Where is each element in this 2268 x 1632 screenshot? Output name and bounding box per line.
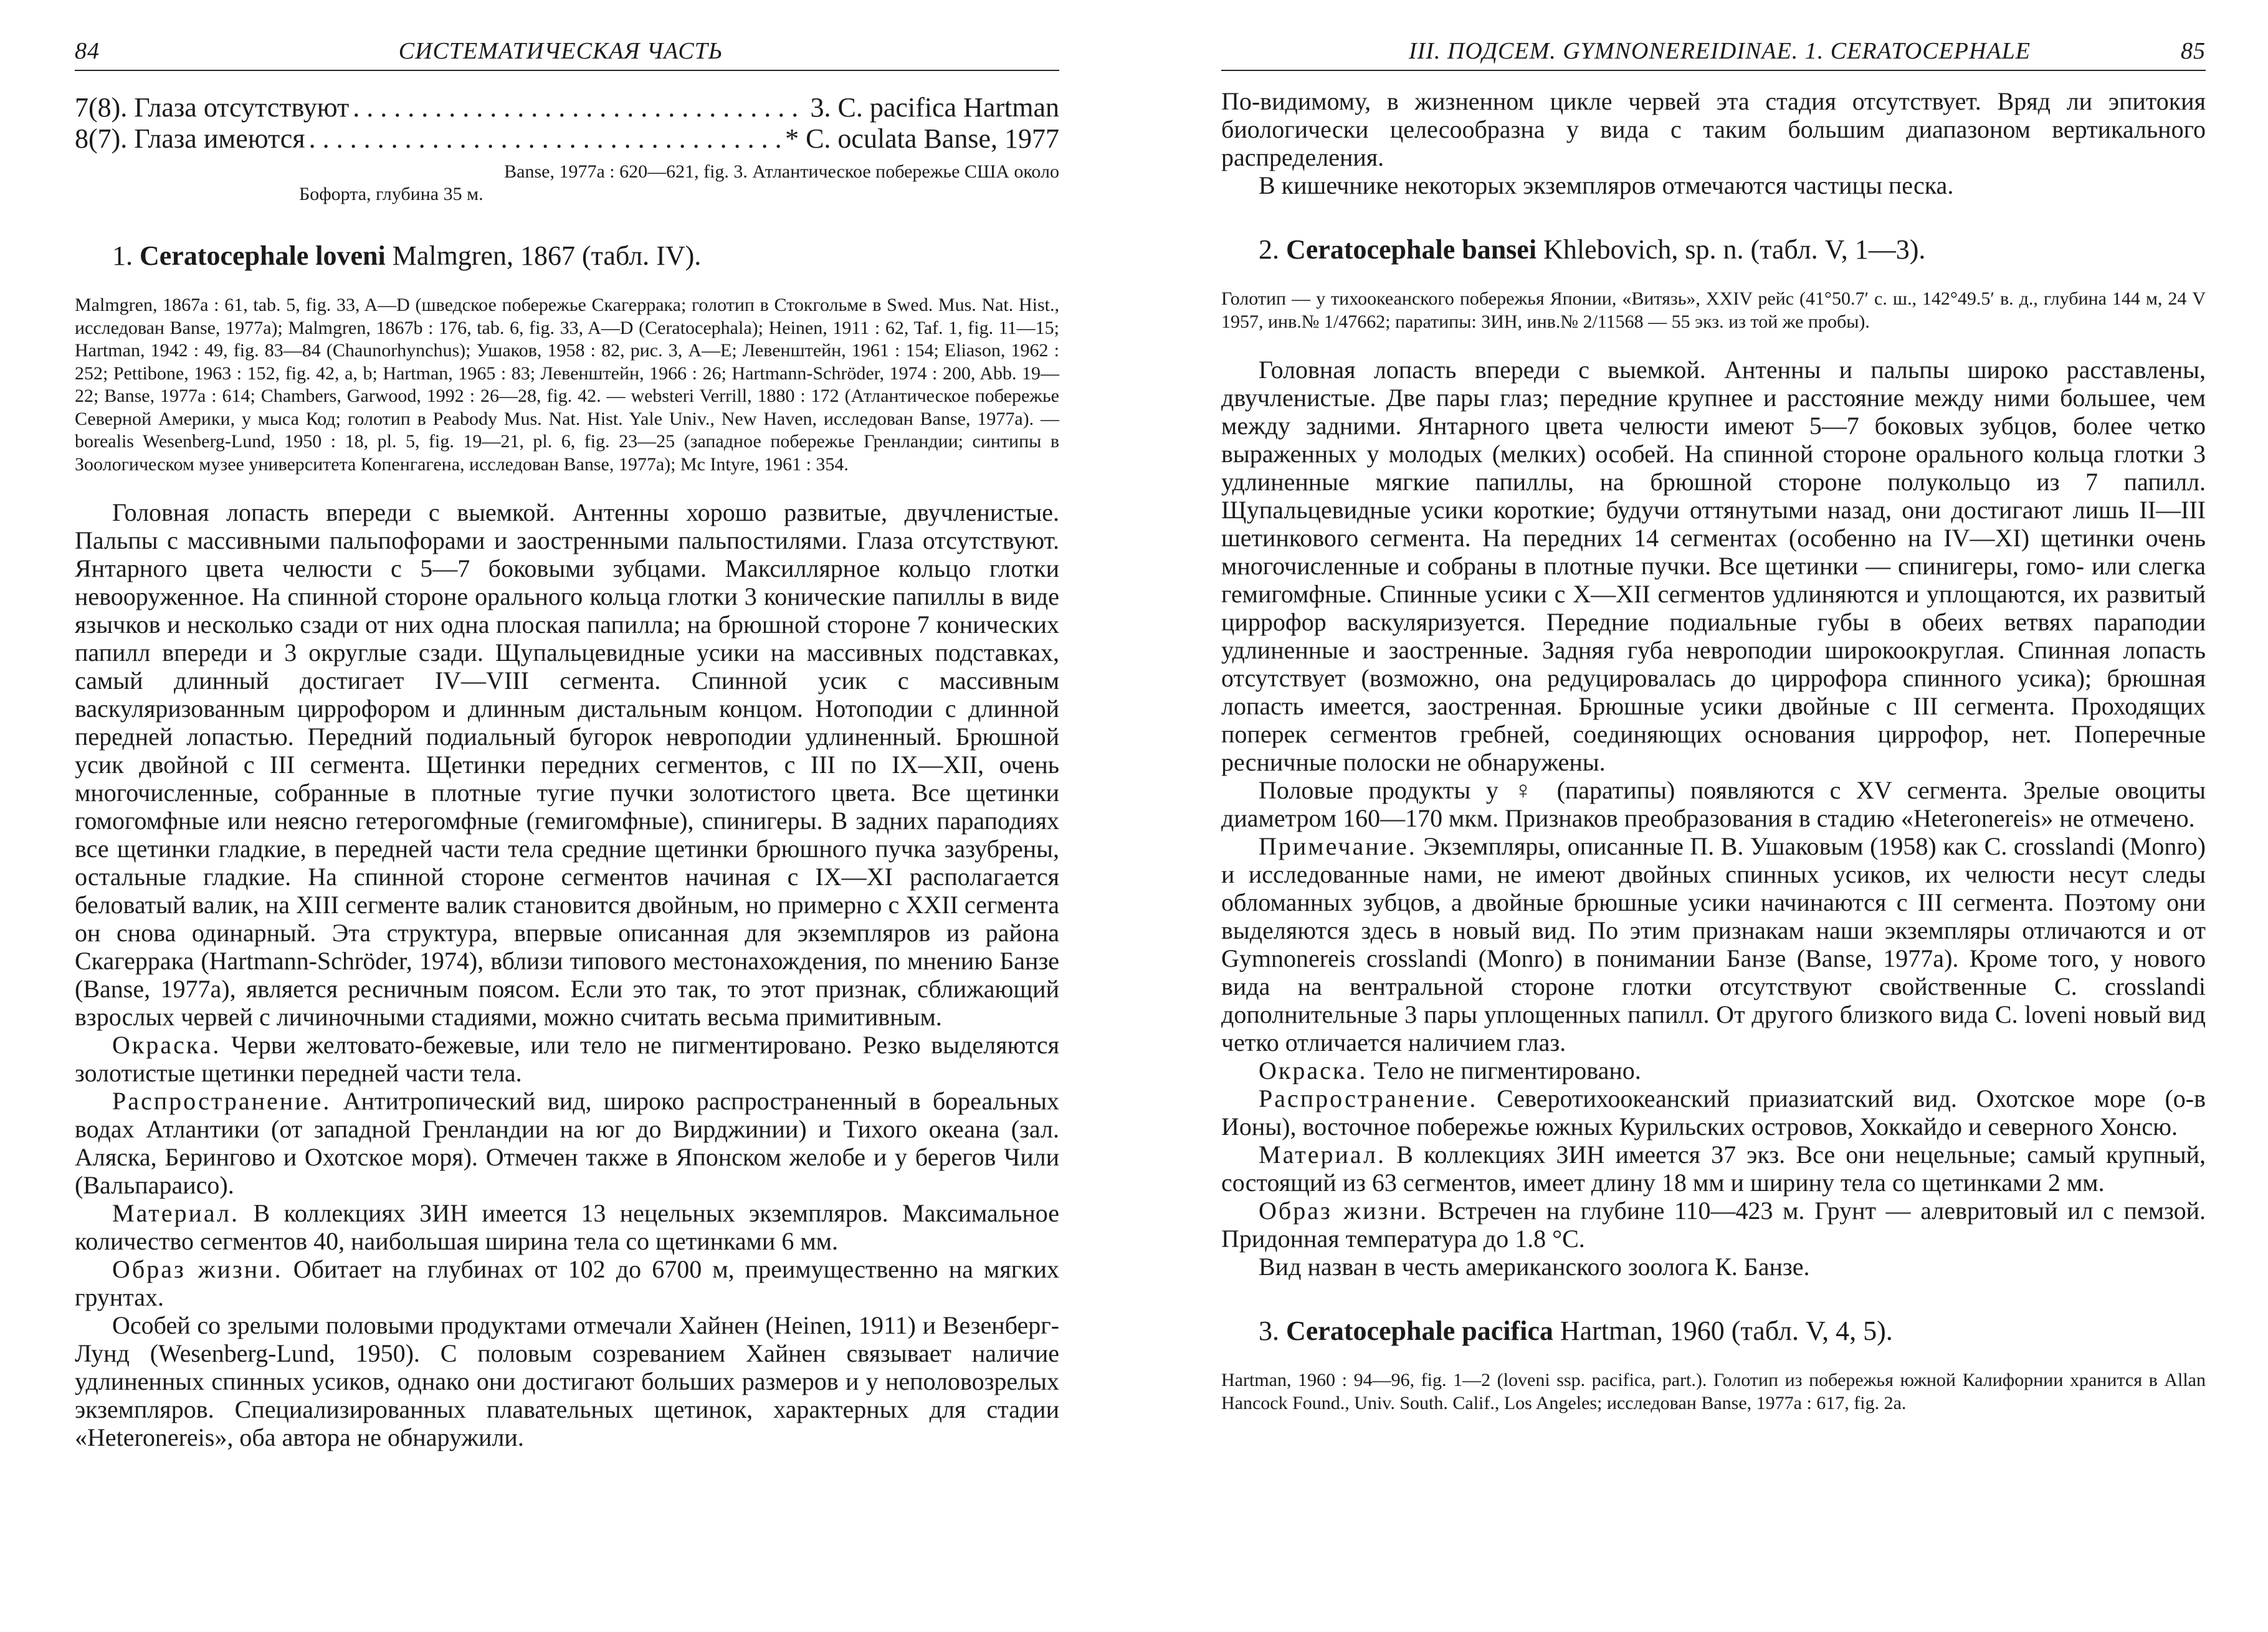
key-reference [75,161,1059,206]
running-head [1221,37,2206,71]
species-name: Ceratocephale pacifica [1286,1316,1553,1346]
section-head: Образ жизни. [1259,1197,1429,1225]
description-paragraph: Головная лопасть впереди с выемкой. Антенны хорошо развитые, двучленистые. Пальпы с массивными пальпофорами и заостренными пальпостилями. Глаза отсутствуют. Янтарного цвета челюсти с 5—7 боковыми зубцами. Максиллярное кольцо глотки невооруженное. На спинной стороне орального кольца глотки 3 конические папиллы в виде язычков и несколько сзади от них одна плоская папилла; на брюшной стороне 7 конических папилл впереди и 3 округлые сзади. Щупальцевидные усики на массивных подставках, самый длинный достигает IV—VIII сегмента. Спинной усик с массивным васкуляризованным циррофором и длинным дистальным концом. Нотоподии с длинной передней лопастью. Передний подиальный бугорок невроподии удлиненный. Брюшной усик двойной с III сегмента. Щетинки передних сегментов, с III по IX—XII, очень многочисленные, собранные в плотные тугие пучки золотистого цвета. Все щетинки гомогомфные или неясно гетерогомфные (гемигомфные), спинигеры. В задних параподиях все щетинки гладкие, в передней части тела средние щетинки брюшного пучка зазубрены, остальные гладкие. На спинной стороне сегментов начиная с IX—XI располагается беловатый валик, на XIII сегменте валик становится двойным, но примерно с XXII сегмента он снова одинарный. Эта структура, впервые описанная для экземпляров из района Скагеррака (Hartmann-Schröder, 1974), вблизи типового местонахождения, по мнению Банзе (Banse, 1977a), является ресничным поясом. Если это так, то этот признак, сближающий взрослых червей с личиночными стадиями, можно считать весьма примитивным. [75,498,1059,1031]
section-head: Образ жизни. [112,1255,283,1283]
section-text: В коллекциях ЗИН имеется 13 нецельных экземпляров. Максимальное количество сегментов 40, наибольшая ширина тела со щетинками 6 мм. [75,1199,1060,1255]
section-text: Тело не пигментировано. [1373,1056,1641,1084]
section-text: Черви желтовато-бежевые, или тело не пигментировано. Резко выделяются золотистые щетинки передней части тела. [75,1031,1059,1087]
key-line-7 [75,92,1059,123]
species-heading [1259,234,2206,265]
holotype-note: Голотип — у тихоокеанского побережья Японии, «Витязь», XXIV рейс (41°50.7′ с. ш., 142°49.5′ в. д., глубина 144 м, 24 V 1957, инв.№ 1/47662; паратипы: ЗИН, инв.№ 2/11568 — 55 экз. из той же пробы). [1221,288,2206,332]
section-text: Встречен на глубине 110—423 м. Грунт — алевритовый ил с пемзой. Придонная температура до 1.8 °С. [1221,1197,2206,1253]
synonymy-list: Malmgren, 1867a : 61, tab. 5, fig. 33, A—D (шведское побережье Скагеррака; голотип в Стокгольме в Swed. Mus. Nat. Hist., исследован Banse, 1977a); Malmgren, 1867b : 176, tab. 6, fig. 33, A—D (Ceratocephala); Heinen, 1911 : 62, Taf. 1, fig. 11—15; Hartman, 1942 : 49, fig. 83—84 (Chaunorhynchus); Ушаков, 1958 : 82, рис. 3, А—Е; Левенштейн, 1961 : 154; Eliason, 1962 : 252; Pettibone, 1963 : 152, fig. 42, a, b; Hartman, 1965 : 83; Левенштейн, 1966 : 26; Hartmann-Schröder, 1974 : 200, Abb. 19—22; Banse, 1977a : 614; Chambers, Garwood, 1992 : 26—28, fig. 42. — websteri Verrill, 1880 : 172 (Атлантическое побережье Северной Америки, у мыса Код; голотип в Peabody Mus. Nat. Hist. Yale Univ., New Haven, исследован Banse, 1977a). — borealis Wesenberg-Lund, 1950 : 18, pl. 5, fig. 19—21, pl. 6, fig. 23—25 (западное побережье Гренландии; синтипы в Зоологическом музее университета Копенгагена, исследован Banse, 1977a); Mc Intyre, 1961 : 354. [75,295,1059,475]
section-head: Окраска. [1259,1056,1368,1084]
running-title: III. ПОДСЕМ. GYMNONEREIDINAE. 1. CERATOCEPHALE [1408,38,2031,64]
etymology-paragraph: Вид назван в честь американского зоолога К. Банзе. [1259,1253,1810,1281]
section-text: Антитропический вид, широко распространенный в бореальных водах Атлантики (от западной Гренландии на юг до Вирджинии) и Тихого океана (зал. Аляска, Берингово и Охотское моря). Отмечен также в Японском желобе и у берегов Чили (Вальпараисо). [75,1087,1060,1199]
body-text-top [1221,87,2206,199]
lifestyle-paragraph [1221,1197,2206,1253]
continuation-paragraph: По-видимому, в жизненном цикле червей эта стадия отсутствует. Вряд ли эпитокия биологически целесообразна у вида с таким большим диапазоном вертикального распределения. [1221,87,2206,171]
reproduction-paragraph: Особей со зрелыми половыми продуктами отмечали Хайнен (Heinen, 1911) и Везенберг-Лунд (Wesenberg-Lund, 1950). С половым созреванием Хайнен связывает наличие удлиненных спинных усиков, однако они достигают больших размеров и у неполовозрелых экземпляров. Специализированных плавательных щетинок, характерных для стадии «Heteronereis», оба автора не обнаружили. [75,1311,1059,1451]
species-heading [1259,1316,2206,1347]
section-head: Распространение. [1259,1084,1478,1113]
body-text [1221,356,2206,1281]
species-author: Malmgren, 1867 (табл. IV). [392,240,702,271]
section-text: Обитает на глубинах от 102 до 6700 м, преимущественно на мягких грунтах. [75,1255,1060,1311]
key-result: * C. oculata Banse, 1977 [785,123,1059,154]
key-label: 8(7). Глаза имеются [75,123,305,154]
note-paragraph [1221,832,2206,1056]
species-number: 2. [1259,234,1279,265]
synonymy-list: Hartman, 1960 : 94—96, fig. 1—2 (loveni ssp. pacifica, part.). Голотип из побережья южной Калифорнии хранится в Allan Hancock Found., Univ. South. Calif., Los Angeles; исследован Banse, 1977a : 617, fig. 2a. [1221,1370,2206,1413]
section-head: Материал. [1259,1141,1386,1169]
description-paragraph: Головная лопасть впереди с выемкой. Антенны и пальпы широко расставлены, двучленистые. Две пары глаз; передние крупнее и расстояние между ними большее, чем между задними. Янтарного цвета челюсти имеют 5—7 боковых зубцов, более четко выраженных у молодых (мелких) особей. На спинной стороне орального кольца глотки 3 удлиненные мягкие папиллы, на брюшной стороне полукольцо из 7 папилл. Щупальцевидные усики короткие; будучи оттянутыми назад, они достигают лишь II—III шетинкового сегмента. На передних 14 сегментах (особенно на IV—XI) щетинки очень многочисленные и собраны в плотные пучки. Все щетинки — спинигеры, гомо- или слегка гемигомфные. Спинные усики с X—XII сегментов удлиняются и уплощаются, их развитый циррофор васкуляризуется. Передние подиальные губы в обеих ветвях параподии удлиненные и заостренные. Задняя губа невроподии широкоокруглая. Спинная лопасть отсутствует (возможно, она редуцировалась до циррофора спинного усика); брюшная лопасть имеется, заостренная. Брюшные усики двойные с III сегмента. Проходящих поперек сегментов гребней, соединяющих основания циррофор, нет. Поперечные ресничные полоски не обнаружены. [1221,356,2206,776]
species-number: 1. [112,240,133,271]
body-text [75,498,1059,1451]
key-ref-line: Banse, 1977a : 620—621, fig. 3. Атлантическое побережье США около [504,161,1059,182]
right-page [1221,37,2206,1620]
running-head [75,37,1059,71]
material-paragraph [75,1199,1059,1255]
material-paragraph [1221,1141,2206,1197]
key-line-8 [75,123,1059,154]
sand-paragraph: В кишечнике некоторых экземпляров отмечаются частицы песка. [1259,171,1954,199]
species-author: Hartman, 1960 (табл. V, 4, 5). [1560,1316,1893,1346]
species-author: Khlebovich, sp. n. (табл. V, 1—3). [1543,234,1926,265]
section-head: Окраска. [112,1031,221,1059]
species-name: Ceratocephale bansei [1286,234,1537,265]
species-number: 3. [1259,1316,1279,1346]
distribution-paragraph [1221,1084,2206,1141]
key-ref-line: Бофорта, глубина 35 м. [299,184,484,204]
running-title: СИСТЕМАТИЧЕСКАЯ ЧАСТЬ [398,38,723,64]
section-text: Экземпляры, описанные П. В. Ушаковым (1958) как C. crosslandi (Monro) и исследованные нами, не имеют двойных спинных усиков, их челюсти несут следы обломанных зубцов, а двойные брюшные усики начинаются с III сегмента. Поэтому они выделяются здесь в новый вид. По этим признакам наши экземпляры отличаются и от Gymnonereis crosslandi (Monro) в понимании Банзе (Banse, 1977a). Кроме того, у нового вида на вентральной стороне глотки отсутствуют свойственные C. crosslandi дополнительные 3 пары уплощенных папилл. От другого близкого вида C. loveni новый вид четко отличается наличием глаз. [1221,832,2206,1056]
left-page [75,37,1059,1620]
species-heading [112,240,1059,272]
key-label: 7(8). Глаза отсутствуют [75,92,350,123]
distribution-paragraph [75,1087,1059,1199]
species-name: Ceratocephale loveni [140,240,386,271]
coloration-paragraph [1221,1056,2206,1084]
sexual-products-paragraph: Половые продукты у ♀ (паратипы) появляются с XV сегмента. Зрелые овоциты диаметром 160—170 мкм. Признаков преобразования в стадию «Heteronereis» не отмечено. [1221,776,2206,832]
coloration-paragraph [75,1031,1059,1087]
section-text: Северотихоокеанский приазиатский вид. Охотское море (о-в Ионы), восточное побережье южных Курильских островов, Хоккайдо и северного Хонсю. [1221,1084,2206,1141]
section-head: Материал. [112,1199,239,1227]
section-text: В коллекциях ЗИН имеется 37 экз. Все они нецельные; самый крупный, состоящий из 63 сегментов, имеет длину 18 мм и ширину тела со щетинками 2 мм. [1221,1141,2206,1197]
section-head: Распространение. [112,1087,331,1115]
lifestyle-paragraph [75,1255,1059,1311]
page-number: 84 [75,38,100,64]
key-result: 3. C. pacifica Hartman [810,92,1059,123]
page-number: 85 [2181,38,2206,64]
section-head: Примечание. [1259,832,1417,860]
